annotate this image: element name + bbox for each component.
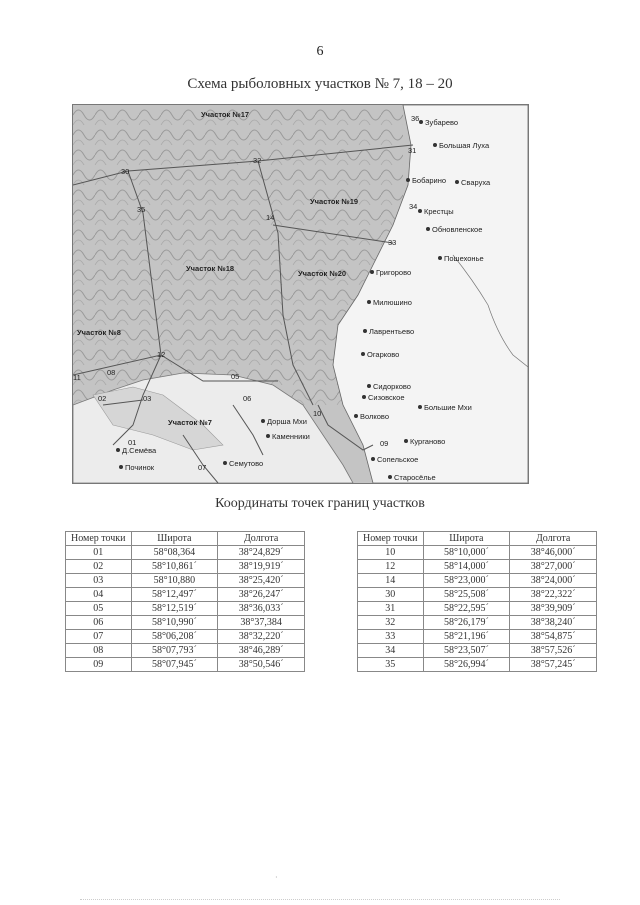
point-label: 07 [198,463,207,472]
table-row [358,658,597,672]
section-label-8: Участок №8 [77,328,121,337]
point-label: 33 [388,238,397,247]
latitude: 58°07,945´ [131,658,218,672]
point-number: 06 [66,616,132,630]
point-label: 14 [266,213,275,222]
longitude: 38°46,000´ [510,546,597,560]
point-label: 01 [128,438,137,447]
header-latitude: Широта [131,532,218,546]
section-label-7: Участок №7 [168,418,212,427]
settlement-label: Д.Семёва [122,446,157,455]
point-number: 31 [358,602,424,616]
point-number: 08 [66,644,132,658]
longitude: 38°57,526´ [510,644,597,658]
settlement-label: Милюшино [373,298,412,307]
coordinates-table-right [357,531,597,672]
point-number: 05 [66,602,132,616]
latitude: 58°10,990´ [131,616,218,630]
table-row [66,574,305,588]
longitude: 38°24,829´ [218,546,305,560]
point-label: 03 [143,394,152,403]
longitude: 38°38,240´ [510,616,597,630]
settlement-label: Курганово [410,437,446,446]
latitude: 58°23,000´ [423,574,510,588]
settlement-label: Старосёлье [394,473,436,482]
scan-artifact-line [80,899,560,900]
point-number: 33 [358,630,424,644]
point-label: 12 [157,350,166,359]
point-number: 14 [358,574,424,588]
table-row [66,560,305,574]
coordinates-section-title: Координаты точек границ участков [215,496,425,511]
latitude: 58°10,861´ [131,560,218,574]
latitude: 58°21,196´ [423,630,510,644]
latitude: 58°08,364 [131,546,218,560]
settlement-label: Лаврентьево [369,327,415,336]
point-number: 12 [358,560,424,574]
header-longitude: Долгота [510,532,597,546]
section-label-17: Участок №17 [201,110,250,119]
settlement-label: Обновленское [432,225,483,234]
point-label: 11 [73,373,81,382]
settlement-label: Сопельское [377,455,419,464]
point-label: 36 [411,114,420,123]
point-label: 34 [409,202,418,211]
table-row [358,560,597,574]
table-row [66,588,305,602]
table-row [66,602,305,616]
table-row [358,630,597,644]
latitude: 58°10,000´ [423,546,510,560]
table-row [358,574,597,588]
latitude: 58°06,208´ [131,630,218,644]
settlement-label: Сизовское [368,393,405,402]
longitude: 38°37,384 [218,616,305,630]
longitude: 38°36,033´ [218,602,305,616]
section-label-20: Участок №20 [298,269,347,278]
point-label: 08 [107,368,116,377]
longitude: 38°50,546´ [218,658,305,672]
settlement-label: Каменники [272,432,310,441]
page-number: 6 [316,44,324,59]
latitude: 58°10,880 [131,574,218,588]
table-header-row [66,532,305,546]
table-row [66,616,305,630]
point-number: 02 [66,560,132,574]
point-label: 35 [137,205,146,214]
point-number: 32 [358,616,424,630]
longitude: 38°46,289´ [218,644,305,658]
longitude: 38°27,000´ [510,560,597,574]
latitude: 58°12,497´ [131,588,218,602]
latitude: 58°25,508´ [423,588,510,602]
settlement-label: Зубарево [425,118,459,127]
point-label: 02 [98,394,107,403]
longitude: 38°19,919´ [218,560,305,574]
latitude: 58°23,507´ [423,644,510,658]
latitude: 58°12,519´ [131,602,218,616]
point-number: 30 [358,588,424,602]
settlement-label: Сидорково [373,382,411,391]
settlement-label: Большая Луха [439,141,490,150]
table-row [358,602,597,616]
point-label: 32 [253,156,262,165]
settlement-label: Волково [360,412,389,421]
point-label: 31 [408,146,417,155]
point-number: 34 [358,644,424,658]
point-number: 03 [66,574,132,588]
latitude: 58°07,793´ [131,644,218,658]
point-label: 10 [313,409,322,418]
settlement-label: Бобарино [412,176,447,185]
point-number: 35 [358,658,424,672]
coordinates-table-left [65,531,305,672]
settlement-label: Семутово [229,459,264,468]
longitude: 38°54,875´ [510,630,597,644]
point-number: 09 [66,658,132,672]
fishing-sections-map [72,104,529,484]
latitude: 58°26,994´ [423,658,510,672]
settlement-label: Сваруха [461,178,491,187]
table-row [358,616,597,630]
longitude: 38°25,420´ [218,574,305,588]
point-number: 01 [66,546,132,560]
footer-mark: · [275,873,278,882]
longitude: 38°22,322´ [510,588,597,602]
table-row [358,588,597,602]
longitude: 38°39,909´ [510,602,597,616]
header-latitude: Широта [423,532,510,546]
point-label: 09 [380,439,389,448]
latitude: 58°22,595´ [423,602,510,616]
latitude: 58°26,179´ [423,616,510,630]
table-row [358,644,597,658]
longitude: 38°57,245´ [510,658,597,672]
settlement-label: Дорша Мхи [267,417,307,426]
table-row [66,644,305,658]
table-row [358,546,597,560]
table-row [66,546,305,560]
header-point-number: Номер точки [358,532,424,546]
settlement-label: Пошехонье [444,254,484,263]
settlement-label: Починок [125,463,155,472]
longitude: 38°26,247´ [218,588,305,602]
longitude: 38°24,000´ [510,574,597,588]
point-label: 05 [231,372,240,381]
table-row [66,658,305,672]
page-title: Схема рыболовных участков № 7, 18 – 20 [187,76,453,92]
settlement-label: Огарково [367,350,400,359]
point-number: 10 [358,546,424,560]
point-label: 06 [243,394,252,403]
latitude: 58°14,000´ [423,560,510,574]
point-label: 30 [121,167,130,176]
table-header-row [358,532,597,546]
point-number: 07 [66,630,132,644]
header-point-number: Номер точки [66,532,132,546]
section-label-19: Участок №19 [310,197,359,206]
point-number: 04 [66,588,132,602]
header-longitude: Долгота [218,532,305,546]
settlement-label: Большие Мхи [424,403,472,412]
settlement-label: Крестцы [424,207,454,216]
longitude: 38°32,220´ [218,630,305,644]
section-label-18: Участок №18 [186,264,235,273]
settlement-label: Григорово [376,268,412,277]
table-row [66,630,305,644]
